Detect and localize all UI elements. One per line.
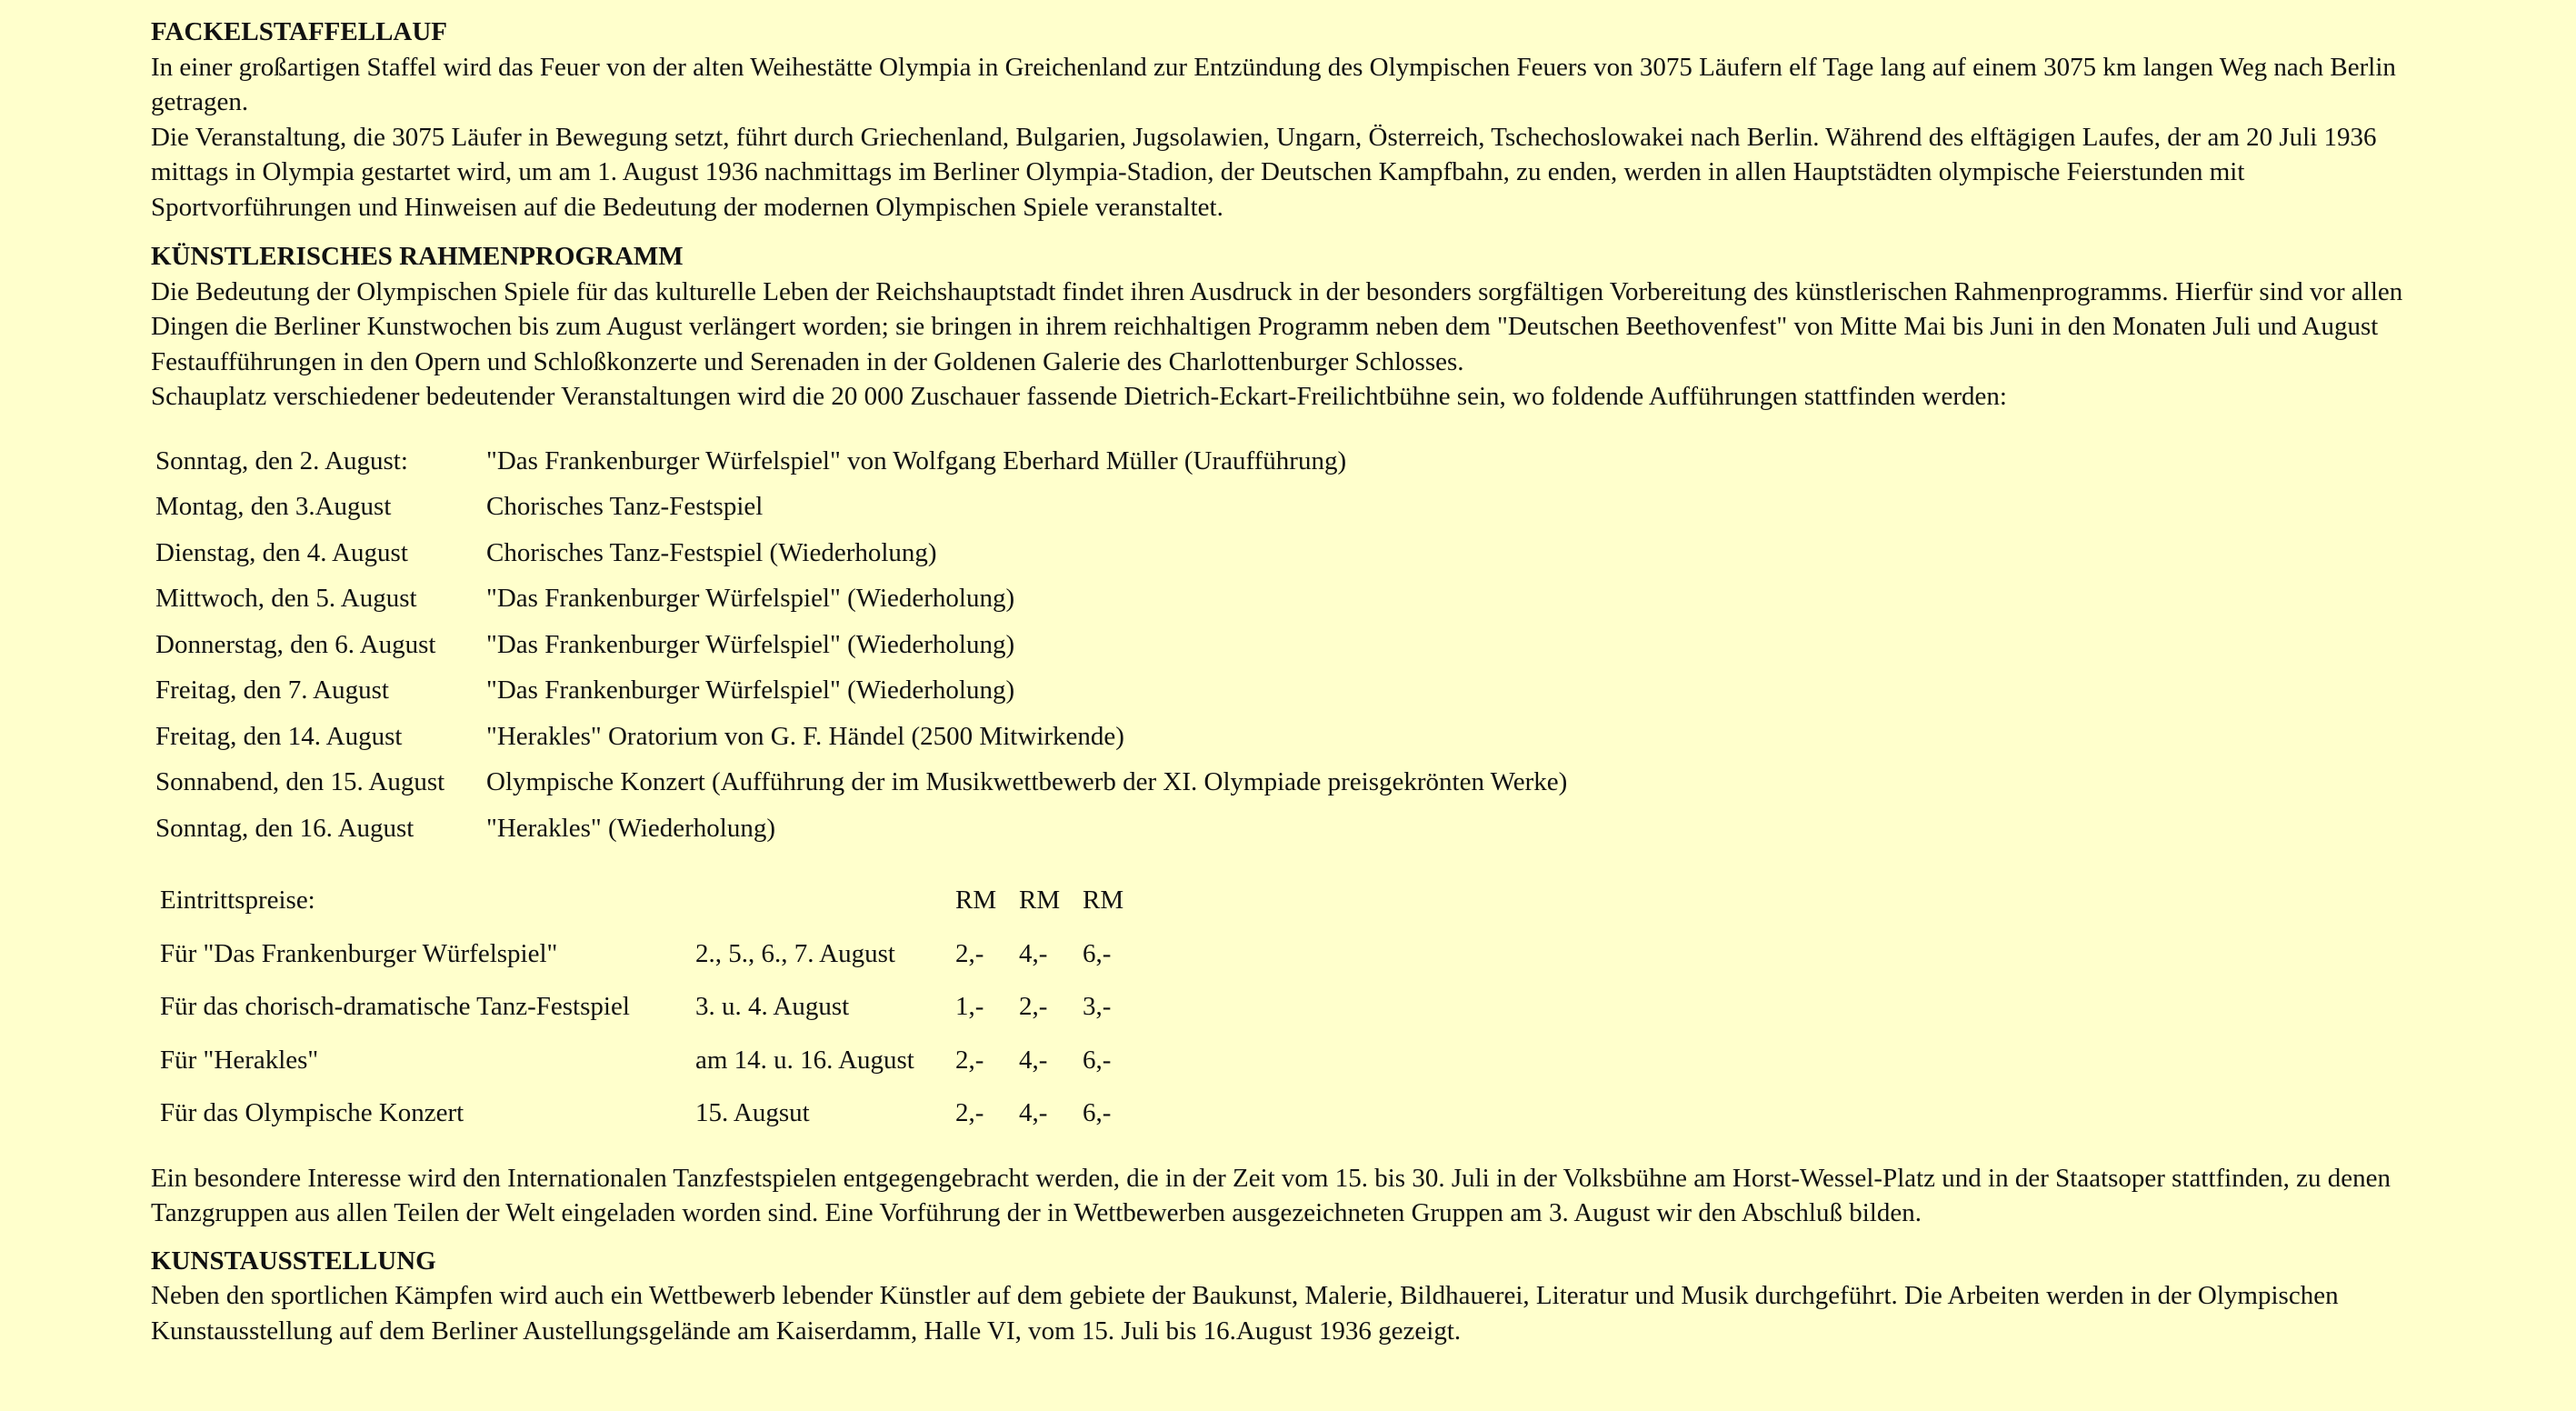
- table-row: [155, 667, 1576, 714]
- tanz-paragraph: Ein besondere Interesse wird den Internationalen Tanzfestspielen entgegengebracht werden, die in der Zeit vom 15. bis 30. Juli in der Volksbühne am Horst-Wessel-Platz und in der Staatsoper stattfinden, zu denen Tanzgruppen aus allen Teilen der Welt eingeladen worden sind. Eine Vorführung der in Wettbewerben ausgezeichneten Gruppen am 3. August wir den Abschluß bilden.: [151, 1163, 2391, 1227]
- schedule-event: "Das Frankenburger Würfelspiel" (Wiederholung): [486, 584, 1015, 613]
- schedule-date: Donnerstag, den 6. August: [155, 629, 436, 659]
- table-row: [155, 622, 1576, 668]
- table-row: [155, 438, 1576, 485]
- currency-header: RM: [1019, 886, 1061, 915]
- schedule-event: Chorisches Tanz-Festspiel: [486, 492, 764, 521]
- section-fackelstaffellauf: [151, 15, 2441, 225]
- price-label: Für das Olympische Konzert: [160, 1098, 464, 1127]
- schedule-date: Mittwoch, den 5. August: [155, 584, 417, 613]
- price-value: 1,-: [955, 992, 984, 1021]
- document-page: [151, 15, 2441, 1348]
- price-dates: 2., 5., 6., 7. August: [695, 938, 895, 968]
- fackel-paragraph-1: In einer großartigen Staffel wird das Feuer von der alten Weihestätte Olympia in Greichenland zur Entzündung des Olympischen Feuers von 3075 Läufern elf Tage lang auf einem 3075 km langen Weg nach Berlin getragen.: [151, 52, 2396, 116]
- admission-prices-table: [160, 874, 1146, 1140]
- table-row: [155, 759, 1576, 806]
- price-value: 6,-: [1083, 1098, 1112, 1127]
- performance-schedule-table: [155, 438, 1576, 852]
- schedule-event: Olympische Konzert (Aufführung der im Musikwettbewerb der XI. Olympiade preisgekrönten Werke): [486, 767, 1568, 796]
- table-row: [160, 1034, 1146, 1087]
- price-value: 4,-: [1019, 1045, 1048, 1075]
- section-heading-rahmenprogramm: KÜNSTLERISCHES RAHMENPROGRAMM: [151, 242, 684, 271]
- price-value: 2,-: [955, 938, 984, 968]
- schedule-date: Freitag, den 7. August: [155, 675, 389, 705]
- fackel-paragraph-2: Die Veranstaltung, die 3075 Läufer in Bewegung setzt, führt durch Griechenland, Bulgarien, Jugsolawien, Ungarn, Österreich, Tschechoslowakei nach Berlin. Während des elftägigen Laufes, der am 20 Juli 1936 mittags in Olympia gestartet wird, um am 1. August 1936 nachmittags im Berliner Olympia-Stadion, der Deutschen Kampfbahn, zu enden, werden in allen Hauptstädten olympische Feierstunden mit Sportvorführungen und Hinweisen auf die Bedeutung der modernen Olympischen Spiele veranstaltet.: [151, 122, 2377, 222]
- schedule-date: Sonntag, den 2. August:: [155, 445, 408, 475]
- table-row: [160, 980, 1146, 1034]
- table-row: [155, 575, 1576, 622]
- section-kunstausstellung: [151, 1244, 2441, 1349]
- table-row: [155, 530, 1576, 576]
- schedule-event: "Herakles" Oratorium von G. F. Händel (2500 Mitwirkende): [486, 721, 1124, 751]
- table-row: [155, 806, 1576, 852]
- currency-header: RM: [955, 886, 997, 915]
- price-value: 4,-: [1019, 938, 1048, 968]
- price-value: 2,-: [955, 1045, 984, 1075]
- price-label: Für "Das Frankenburger Würfelspiel": [160, 938, 558, 968]
- section-heading-kunstausstellung: KUNSTAUSSTELLUNG: [151, 1246, 436, 1276]
- price-value: 4,-: [1019, 1098, 1048, 1127]
- table-row: [160, 1086, 1146, 1140]
- table-row: [155, 714, 1576, 760]
- schedule-date: Dienstag, den 4. August: [155, 537, 408, 567]
- schedule-date: Freitag, den 14. August: [155, 721, 403, 751]
- currency-header: RM: [1083, 886, 1124, 915]
- price-value: 2,-: [1019, 992, 1048, 1021]
- schedule-date: Montag, den 3.August: [155, 492, 392, 521]
- price-value: 3,-: [1083, 992, 1112, 1021]
- rahmen-paragraph-2: Schauplatz verschiedener bedeutender Veranstaltungen wird die 20 000 Zuschauer fassende Dietrich-Eckart-Freilichtbühne sein, wo foldende Aufführungen stattfinden werden:: [151, 382, 2007, 411]
- table-row: [155, 484, 1576, 530]
- price-value: 2,-: [955, 1098, 984, 1127]
- section-heading-fackelstaffellauf: FACKELSTAFFELLAUF: [151, 17, 448, 46]
- price-dates: 15. Augsut: [695, 1098, 810, 1127]
- prices-header-empty: [695, 874, 955, 927]
- section-rahmenprogramm: [151, 239, 2441, 415]
- schedule-event: "Herakles" (Wiederholung): [486, 813, 776, 843]
- schedule-event: "Das Frankenburger Würfelspiel" (Wiederholung): [486, 675, 1015, 705]
- prices-header-row: [160, 874, 1146, 927]
- rahmen-paragraph-1: Die Bedeutung der Olympischen Spiele für das kulturelle Leben der Reichshauptstadt findet ihren Ausdruck in der besonders sorgfältigen Vorbereitung des künstlerischen Rahmenprogramms. Hierfür sind vor allen Dingen die Berliner Kunstwochen bis zum August verlängert worden; sie bringen in ihrem reichhaltigen Programm neben dem "Deutschen Beethovenfest" von Mitte Mai bis Juni in den Monaten Juli und August Festaufführungen in den Opern und Schloßkonzerte und Serenaden in der Goldenen Galerie des Charlottenburger Schlosses.: [151, 276, 2403, 376]
- prices-header-label: Eintrittspreise:: [160, 886, 315, 915]
- price-dates: am 14. u. 16. August: [695, 1045, 914, 1075]
- schedule-event: Chorisches Tanz-Festspiel (Wiederholung): [486, 537, 937, 567]
- price-label: Für "Herakles": [160, 1045, 319, 1075]
- table-row: [160, 927, 1146, 981]
- schedule-event: "Das Frankenburger Würfelspiel" (Wiederholung): [486, 629, 1015, 659]
- kunst-paragraph: Neben den sportlichen Kämpfen wird auch ein Wettbewerb lebender Künstler auf dem gebiete der Baukunst, Malerie, Bildhauerei, Literatur und Musik durchgeführt. Die Arbeiten werden in der Olympischen Kunstausstellung auf dem Berliner Austellungsgelände am Kaiserdamm, Halle VI, vom 15. Juli bis 16.August 1936 gezeigt.: [151, 1281, 2339, 1346]
- schedule-date: Sonntag, den 16. August: [155, 813, 414, 843]
- section-tanzfestspiele: [151, 1161, 2441, 1231]
- schedule-event: "Das Frankenburger Würfelspiel" von Wolfgang Eberhard Müller (Uraufführung): [486, 445, 1347, 475]
- price-label: Für das chorisch-dramatische Tanz-Festspiel: [160, 992, 630, 1021]
- price-dates: 3. u. 4. August: [695, 992, 850, 1021]
- schedule-date: Sonnabend, den 15. August: [155, 767, 445, 796]
- price-value: 6,-: [1083, 938, 1112, 968]
- price-value: 6,-: [1083, 1045, 1112, 1075]
